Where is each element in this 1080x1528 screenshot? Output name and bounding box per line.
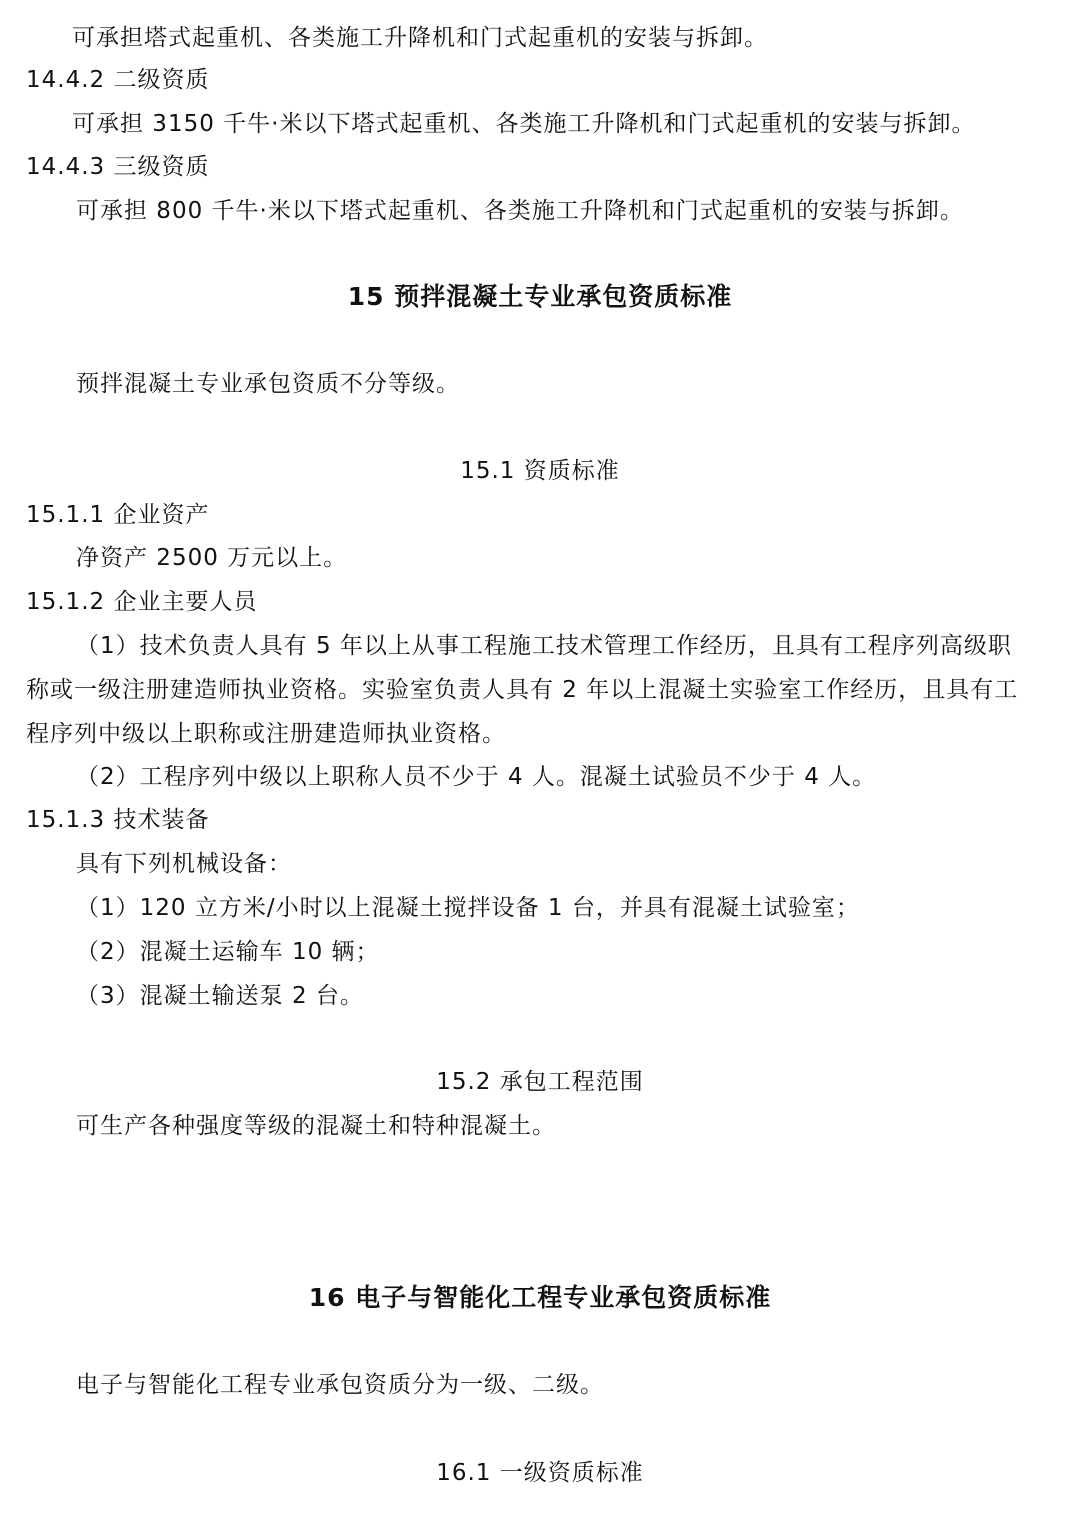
paragraph-text: 称或一级注册建造师执业资格。实验室负责人具有 2 年以上混凝土实验室工作经历，且具有工 — [26, 677, 1019, 703]
section-heading: 14.4.2 二级资质 — [26, 67, 210, 93]
chapter-title: 16 电子与智能化工程专业承包资质标准 — [308, 1283, 772, 1312]
chapter-title: 15 预拌混凝土专业承包资质标准 — [347, 282, 733, 311]
subsection-title: 16.1 一级资质标准 — [436, 1460, 644, 1486]
section-heading: 14.4.3 三级资质 — [26, 154, 210, 180]
paragraph-text: 预拌混凝土专业承包资质不分等级。 — [76, 371, 460, 397]
section-heading: 15.1.2 企业主要人员 — [26, 589, 258, 615]
paragraph-text: （2）工程序列中级以上职称人员不少于 4 人。混凝土试验员不少于 4 人。 — [76, 764, 877, 790]
subsection-title: 15.1 资质标准 — [460, 458, 620, 484]
subsection-title: 15.2 承包工程范围 — [436, 1069, 644, 1095]
paragraph-text: 具有下列机械设备： — [76, 851, 292, 877]
paragraph-text: 电子与智能化工程专业承包资质分为一级、二级。 — [76, 1372, 604, 1398]
paragraph-text: （1）技术负责人具有 5 年以上从事工程施工技术管理工作经历，且具有工程序列高级职 — [76, 633, 1012, 659]
paragraph-text: 可承担塔式起重机、各类施工升降机和门式起重机的安装与拆卸。 — [72, 25, 768, 51]
paragraph-text: 净资产 2500 万元以上。 — [76, 545, 348, 571]
paragraph-text: 可承担 800 千牛·米以下塔式起重机、各类施工升降机和门式起重机的安装与拆卸。 — [76, 198, 964, 224]
paragraph-text: 可承担 3150 千牛·米以下塔式起重机、各类施工升降机和门式起重机的安装与拆卸。 — [72, 111, 976, 137]
list-item: （2）混凝土运输车 10 辆； — [76, 939, 380, 965]
paragraph-text: 可生产各种强度等级的混凝土和特种混凝土。 — [76, 1113, 556, 1139]
paragraph-text: 程序列中级以上职称或注册建造师执业资格。 — [26, 721, 506, 747]
list-item: （3）混凝土输送泵 2 台。 — [76, 983, 364, 1009]
section-heading: 15.1.3 技术装备 — [26, 807, 210, 833]
list-item: （1）120 立方米/小时以上混凝土搅拌设备 1 台，并具有混凝土试验室； — [76, 895, 860, 921]
section-heading: 15.1.1 企业资产 — [26, 502, 210, 528]
